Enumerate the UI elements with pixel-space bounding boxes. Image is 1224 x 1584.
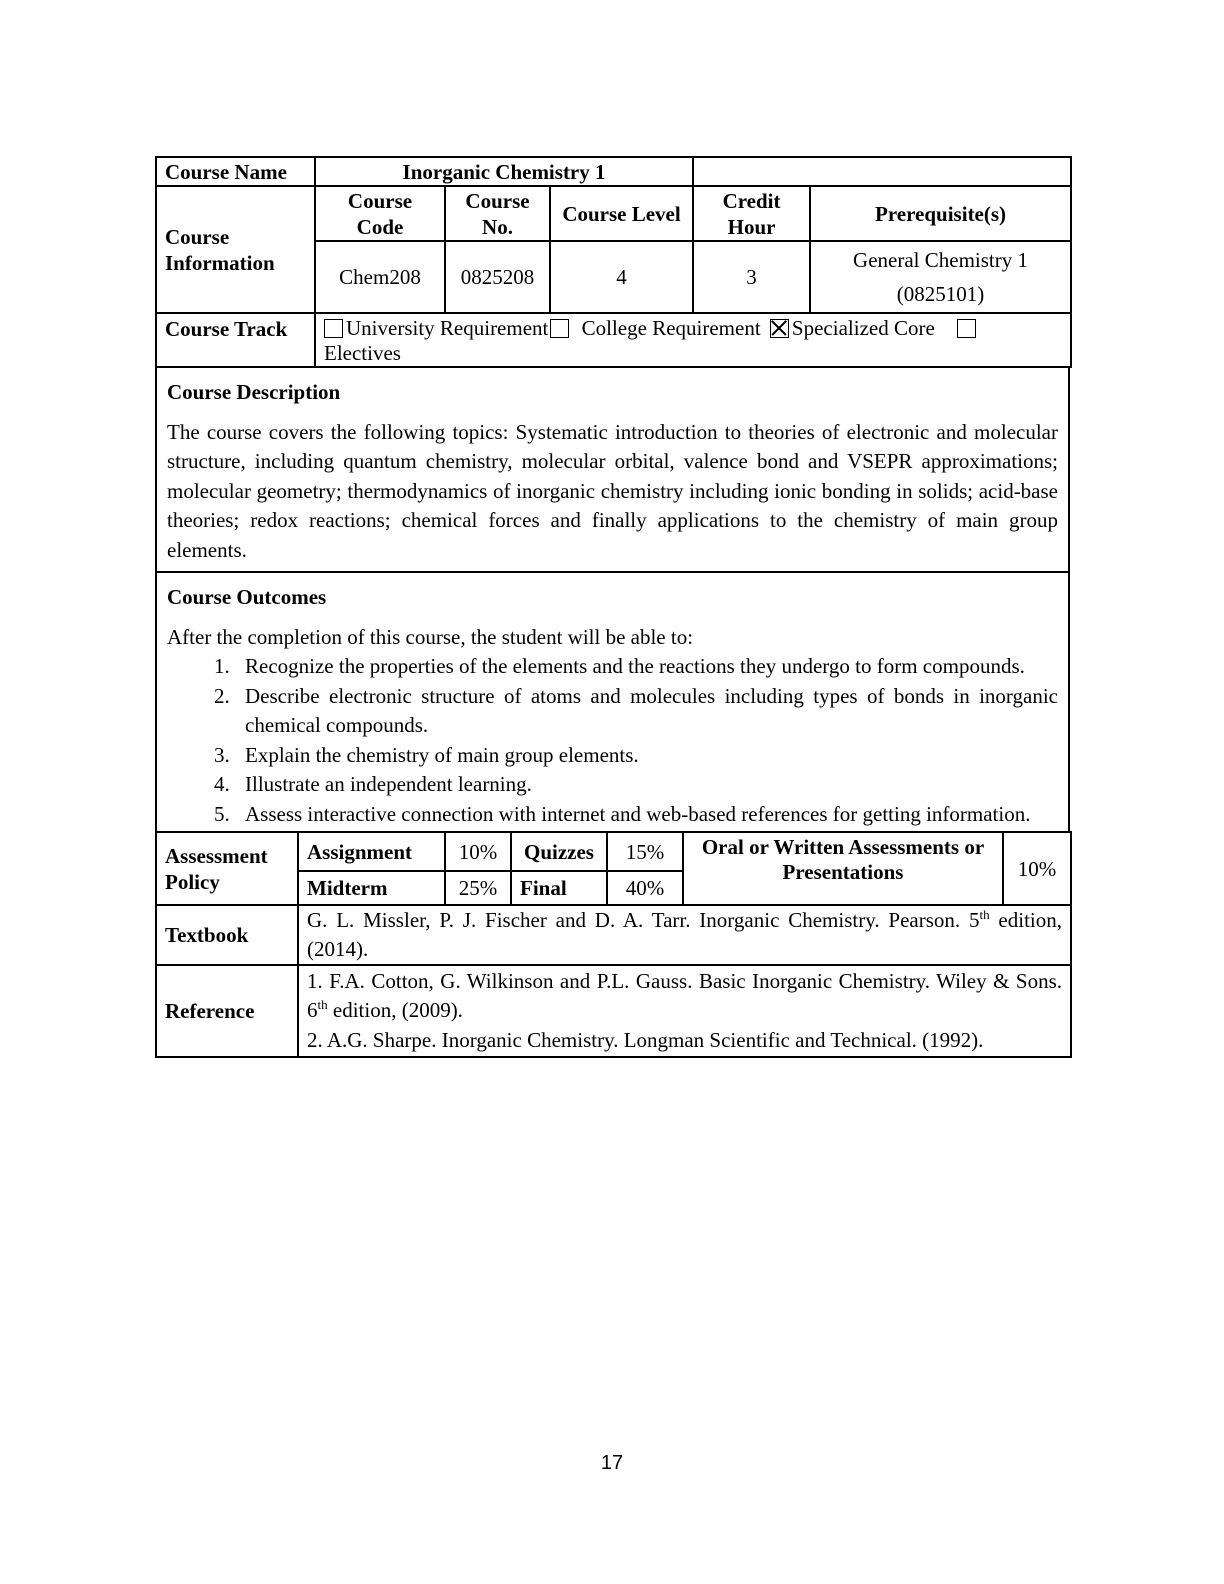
course-no-value: 0825208 bbox=[445, 241, 550, 313]
header-prerequisites: Prerequisite(s) bbox=[810, 186, 1071, 241]
header-course-no: Course No. bbox=[445, 186, 550, 241]
course-track-label: Course Track bbox=[156, 313, 315, 367]
header-course-level: Course Level bbox=[550, 186, 693, 241]
course-table-frame bbox=[155, 156, 1070, 1058]
assessment-table bbox=[155, 831, 1072, 1058]
reference-item-1 bbox=[307, 967, 1062, 1026]
assignment-value: 10% bbox=[445, 832, 511, 871]
course-description-section bbox=[156, 367, 1069, 572]
assessment-policy-label: Assessment Policy bbox=[156, 832, 298, 905]
option-specialized-core: Specialized Core bbox=[791, 316, 935, 340]
header-credit-hour: Credit Hour bbox=[693, 186, 810, 241]
prerequisite-code: (0825101) bbox=[896, 282, 985, 306]
oral-written-label: Oral or Written Assessments or Presentations bbox=[683, 832, 1003, 905]
quizzes-value: 15% bbox=[607, 832, 683, 871]
textbook-citation-end: edition, (2014). bbox=[307, 908, 1063, 961]
course-info-table bbox=[155, 156, 1072, 368]
midterm-label: Midterm bbox=[298, 871, 445, 905]
course-outcomes-section bbox=[156, 572, 1069, 832]
course-outcomes-heading: Course Outcomes bbox=[167, 585, 327, 609]
outcome-item: 1. Recognize the properties of the elements and the reactions they undergo to form compounds. bbox=[235, 652, 1058, 682]
course-track-options bbox=[315, 313, 1071, 367]
option-college-requirement: College Requirement bbox=[581, 316, 761, 340]
outcome-item: 2. Describe electronic structure of atoms and molecules including types of bonds in inorganic chemical compounds. bbox=[235, 682, 1058, 741]
course-outcomes-list bbox=[167, 652, 1058, 829]
checkbox-electives[interactable] bbox=[957, 319, 976, 338]
final-value: 40% bbox=[607, 871, 683, 905]
option-electives: Electives bbox=[324, 341, 401, 365]
course-name-label: Course Name bbox=[156, 157, 315, 186]
checkbox-specialized-core[interactable] bbox=[770, 319, 789, 338]
prerequisites-value bbox=[810, 241, 1071, 313]
reference-1-edition-suffix: th bbox=[317, 997, 328, 1013]
credit-hour-value: 3 bbox=[693, 241, 810, 313]
textbook-citation-start: G. L. Missler, P. J. Fischer and D. A. Tarr. Inorganic Chemistry. Pearson. 5 bbox=[307, 908, 980, 932]
course-level-value: 4 bbox=[550, 241, 693, 313]
checkbox-university-requirement[interactable] bbox=[324, 319, 343, 338]
textbook-label: Textbook bbox=[156, 905, 298, 965]
description-outcomes-table bbox=[155, 366, 1070, 833]
oral-written-value: 10% bbox=[1003, 832, 1071, 905]
outcome-item: 4. Illustrate an independent learning. bbox=[235, 770, 1058, 800]
course-code-value: Chem208 bbox=[315, 241, 445, 313]
final-label: Final bbox=[511, 871, 607, 905]
reference-1-end: edition, (2009). bbox=[327, 998, 463, 1023]
quizzes-label: Quizzes bbox=[511, 832, 607, 871]
prerequisite-name: General Chemistry 1 bbox=[853, 248, 1028, 272]
midterm-value: 25% bbox=[445, 871, 511, 905]
course-information-label: Course Information bbox=[156, 186, 315, 313]
option-university-requirement: University Requirement bbox=[346, 316, 549, 340]
reference-label: Reference bbox=[156, 965, 298, 1057]
course-name-empty-cell bbox=[693, 157, 1071, 186]
outcome-item: 3. Explain the chemistry of main group elements. bbox=[235, 741, 1058, 771]
textbook-edition-suffix: th bbox=[979, 907, 990, 922]
course-description-heading: Course Description bbox=[167, 380, 341, 404]
header-course-code: Course Code bbox=[315, 186, 445, 241]
outcome-item: 5. Assess interactive connection with internet and web-based references for getting information. bbox=[235, 800, 1058, 830]
course-outcomes-intro: After the completion of this course, the student will be able to: bbox=[167, 624, 694, 649]
checkbox-college-requirement[interactable] bbox=[550, 319, 569, 338]
reference-value bbox=[298, 965, 1071, 1057]
assignment-label: Assignment bbox=[298, 832, 445, 871]
course-name-value: Inorganic Chemistry 1 bbox=[315, 157, 693, 186]
course-description-text: The course covers the following topics: Systematic introduction to theories of electronic and molecular structure, including quantum chemistry, molecular orbital, valence bond and VSEPR approximations; molecular geometry; thermodynamics of inorganic chemistry including ionic bonding in solids; acid-base theories; redox reactions; chemical forces and finally applications to the chemistry of main group elements. bbox=[167, 419, 1058, 562]
textbook-value bbox=[298, 905, 1071, 965]
reference-item-2: 2. A.G. Sharpe. Inorganic Chemistry. Longman Scientific and Technical. (1992). bbox=[307, 1027, 984, 1052]
page-number: 17 bbox=[600, 1452, 624, 1474]
reference-1-start: 1. F.A. Cotton, G. Wilkinson and P.L. Gauss. Basic Inorganic Chemistry. Wiley & Sons. 6 bbox=[307, 968, 1062, 1023]
